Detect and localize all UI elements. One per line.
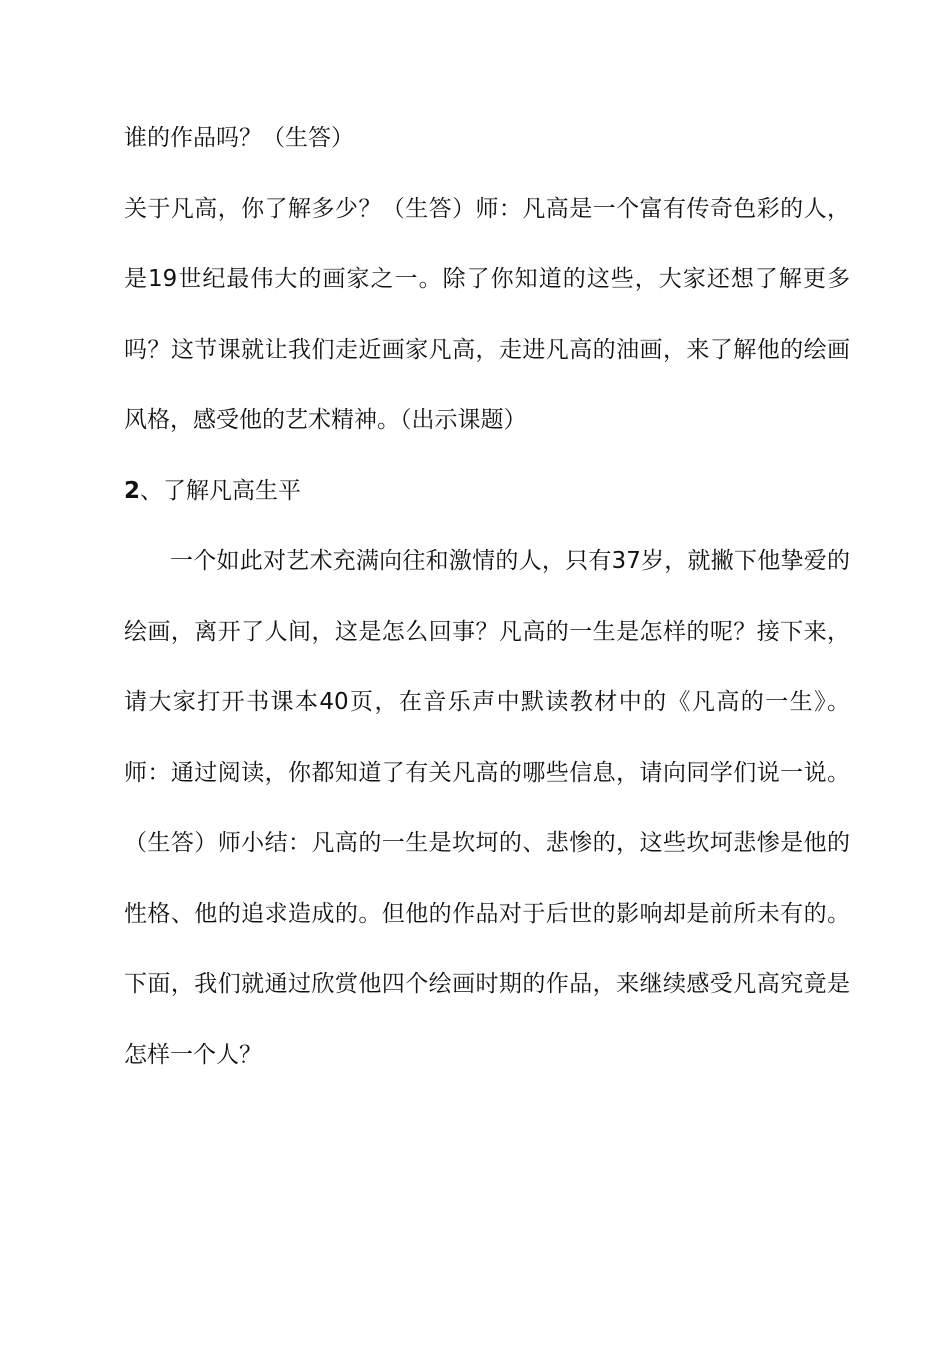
paragraph-biography: 一个如此对艺术充满向往和激情的人，只有37岁，就撇下他挚爱的绘画，离开了人间，这是怎么回事？凡高的一生是怎样的呢？接下来，请大家打开书课本40页，在音乐声中默读教材中的《凡高的一生》。师：通过阅读，你都知道了有关凡高的哪些信息，请向同学们说一说。（生答）师小结：凡高的一生是坎坷的、悲惨的，这些坎坷悲惨是他的性格、他的追求造成的。但他的作品对于后世的影响却是前所未有的。下面，我们就通过欣赏他四个绘画时期的作品，来继续感受凡高究竟是怎样一个人？ bbox=[124, 548, 850, 1068]
document-body bbox=[124, 103, 850, 1090]
paragraph-introduction: 关于凡高，你了解多少？（生答）师：凡高是一个富有传奇色彩的人，是19世纪最伟大的画家之一。除了你知道的这些，大家还想了解更多吗？这节课就让我们走近画家凡高，走进凡高的油画，来了解他的绘画风格，感受他的艺术精神。（出示课题） bbox=[124, 195, 850, 433]
paragraph-continuation: 谁的作品吗？（生答） bbox=[124, 125, 354, 151]
section-number: 2 bbox=[124, 477, 141, 504]
section-title: 、了解凡高生平 bbox=[140, 477, 302, 504]
section-heading bbox=[124, 456, 850, 527]
